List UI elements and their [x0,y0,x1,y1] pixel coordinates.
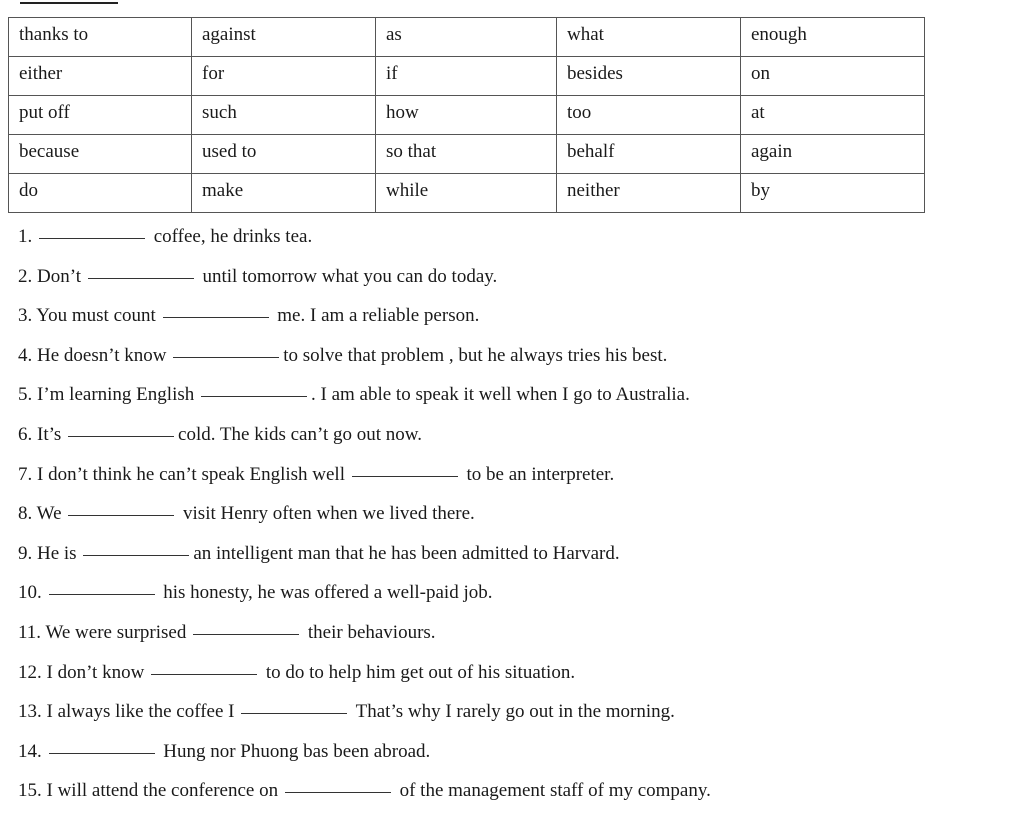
question-text-after: an intelligent man that he has been admitted to Harvard. [193,542,620,564]
question-text-before: 6. It’s [18,423,67,445]
question-item [18,301,1008,341]
question-text-after: me. I am a reliable person. [272,305,480,327]
question-text-before: 14. [18,740,47,762]
question-item [18,341,1008,381]
question-item [18,539,1008,579]
word-bank-cell: at [741,96,925,135]
question-item [18,578,1008,618]
word-bank-row [9,135,925,174]
answer-blank [49,593,155,595]
question-text-before: 12. I don’t know [18,661,150,683]
word-bank-cell: how [376,96,557,135]
question-item [18,460,1008,500]
question-item [18,420,1008,460]
question-text-before: 9. He is [18,542,82,564]
word-bank-cell: by [741,174,925,213]
question-text-before: 10. [18,582,47,604]
question-text-after: cold. The kids can’t go out now. [178,423,423,445]
question-text-before: 1. [18,226,37,247]
question-text-before: 13. I always like the coffee I [18,701,240,723]
word-bank-row [9,96,925,135]
top-rule [20,2,118,4]
question-text-after: of the management staff of my company. [394,780,711,802]
question-item [18,618,1008,658]
word-bank-cell: again [741,135,925,174]
word-bank-cell: put off [9,96,192,135]
question-text-before: 2. Don’t [18,265,86,287]
word-bank-cell: if [376,57,557,96]
question-text-after: to solve that problem , but he always tries his best. [283,344,668,366]
question-text-before: 7. I don’t think he can’t speak English well [18,463,350,485]
question-text-after: visit Henry often when we lived there. [178,503,475,525]
answer-blank [83,554,189,556]
question-item [18,222,1008,262]
word-bank-table [8,17,925,213]
answer-blank [163,316,269,318]
question-list [18,222,1008,816]
word-bank-cell: enough [741,18,925,57]
word-bank-cell: neither [557,174,741,213]
word-bank-cell: what [557,18,741,57]
word-bank-cell: such [192,96,376,135]
question-item [18,262,1008,302]
word-bank-cell: used to [192,135,376,174]
answer-blank [241,712,347,714]
word-bank-cell: too [557,96,741,135]
answer-blank [285,791,391,793]
word-bank-cell: as [376,18,557,57]
question-item [18,737,1008,777]
word-bank-cell: besides [557,57,741,96]
word-bank-row [9,57,925,96]
question-text-after: coffee, he drinks tea. [149,226,313,247]
question-text-before: 5. I’m learning English [18,384,199,406]
word-bank-cell: do [9,174,192,213]
question-text-after: his honesty, he was offered a well-paid job. [158,582,493,604]
answer-blank [88,277,194,279]
word-bank-row [9,18,925,57]
answer-blank [68,514,174,516]
answer-blank [68,435,174,437]
question-text-after: until tomorrow what you can do today. [197,265,498,287]
question-text-after: to do to help him get out of his situation. [261,661,576,683]
question-text-before: 3. You must count [18,305,161,327]
question-text-before: 15. I will attend the conference on [18,780,283,802]
question-text-after: That’s why I rarely go out in the morning. [351,701,675,723]
word-bank-cell: because [9,135,192,174]
word-bank-cell: thanks to [9,18,192,57]
question-item [18,380,1008,420]
question-text-before: 11. We were surprised [18,621,192,643]
word-bank-row [9,174,925,213]
question-item [18,776,1008,816]
word-bank-cell: against [192,18,376,57]
answer-blank [173,356,279,358]
word-bank-cell: on [741,57,925,96]
question-item [18,658,1008,698]
question-text-after: their behaviours. [303,621,436,643]
question-text-after: to be an interpreter. [461,463,615,485]
word-bank-cell: for [192,57,376,96]
question-text-before: 8. We [18,503,67,525]
answer-blank [352,475,458,477]
answer-blank [49,752,155,754]
answer-blank [39,237,145,239]
question-item [18,499,1008,539]
word-bank-cell: while [376,174,557,213]
word-bank-cell: behalf [557,135,741,174]
answer-blank [201,395,307,397]
question-text-after: . I am able to speak it well when I go to Australia. [311,384,690,406]
answer-blank [193,633,299,635]
question-item [18,697,1008,737]
word-bank-cell: either [9,57,192,96]
answer-blank [151,673,257,675]
word-bank-cell: so that [376,135,557,174]
question-text-after: Hung nor Phuong bas been abroad. [158,740,431,762]
word-bank-cell: make [192,174,376,213]
question-text-before: 4. He doesn’t know [18,344,172,366]
